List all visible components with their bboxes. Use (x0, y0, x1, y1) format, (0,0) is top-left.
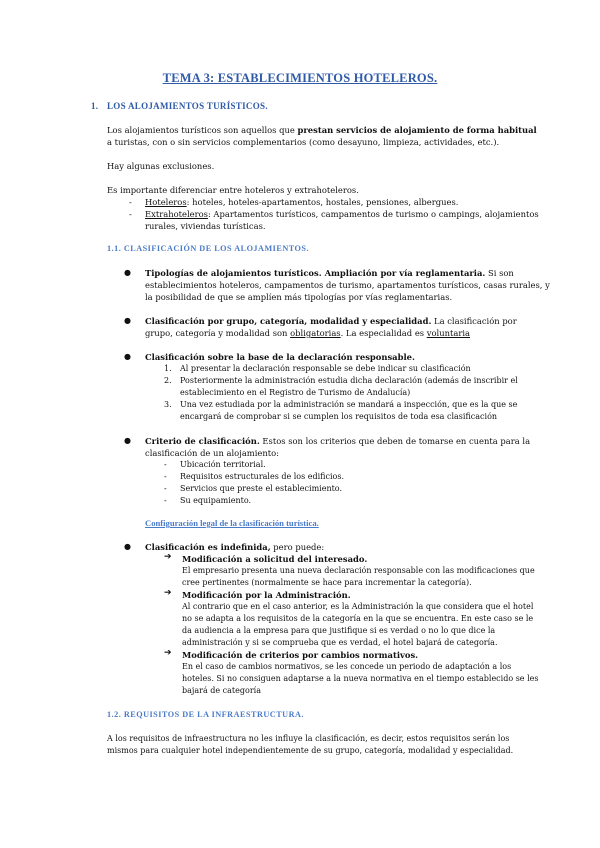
bullet-1-bold: Tipologías de alojamientos turísticos. Ampliación por vía reglamentaria. (145, 268, 486, 278)
section-1-2-heading: 1.2. REQUISITOS DE LA INFRAESTRUCTURA. (107, 710, 304, 719)
arrow-1-title: Modificación a solicitud del interesado. (182, 554, 368, 564)
dash: - (164, 472, 167, 481)
exclusions-text: Hay algunas exclusiones. (107, 161, 215, 171)
bullet-5-bold: Clasificación es indefinida, (145, 542, 271, 552)
bullet-4-line-1 (145, 435, 530, 447)
bullet-4-line-2: clasificación de un alojamiento: (145, 448, 280, 458)
extrahoteleros-term: Extrahoteleros (145, 209, 208, 219)
arrow-3-line-3: bajará de categoría (182, 686, 261, 695)
intro-bold-text: prestan servicios de alojamiento de forma habitual (297, 125, 537, 135)
bullet-3-bold: Clasificación sobre la base de la declaración responsable. (145, 352, 415, 362)
arrow-2-title: Modificación por la Administración. (182, 590, 351, 600)
numbered-item-text: encargará de comprobar si se cumplen los requisitos de toda esa clasificación (180, 412, 498, 421)
numbered-item-number: 2. (164, 376, 172, 385)
numbered-item-text: establecimiento en el Registro de Turismo de Andalucía) (180, 388, 411, 397)
bullet-5-rest: pero puede: (270, 542, 325, 552)
section-1-heading: LOS ALOJAMIENTOS TURÍSTICOS. (107, 101, 268, 111)
arrow-2-line-4: administración y si se comprueba que es verdad, el hotel bajará de categoría. (182, 638, 498, 647)
criteria-item: Su equipamiento. (180, 496, 252, 505)
arrow-right-icon: ➔ (164, 648, 172, 658)
numbered-item-number: 1. (164, 364, 172, 373)
bullet-icon: ● (124, 352, 131, 361)
bullet-1-line-3: la posibilidad de que se amplíen más tipologías por vías reglamentarias. (145, 292, 453, 302)
arrow-2-line-3: da audiencia a la empresa para que justifique si es verdad o no lo que dice la (182, 626, 496, 635)
bullet-4-bold: Criterio de clasificación. (145, 436, 260, 446)
bullet-icon: ● (124, 316, 131, 325)
obligatorias-text: obligatorias (290, 328, 341, 338)
intro-line-1 (107, 124, 537, 136)
section-1-1-heading: 1.1. CLASIFICACIÓN DE LOS ALOJAMIENTOS. (107, 244, 310, 253)
numbered-item-text: Una vez estudiada por la administración se mandará a inspección, que es la que se (180, 400, 518, 409)
bullet-1-rest: Si son (485, 268, 514, 278)
dash: - (164, 496, 167, 505)
bullet-2-line-2 (145, 327, 470, 339)
dash: - (129, 197, 132, 207)
arrow-2-line-1: Al contrario que en el caso anterior, es la Administración la que considera que el hotel (182, 602, 534, 611)
bullet-icon: ● (124, 268, 131, 277)
dash: - (164, 460, 167, 469)
config-legal-subheading: Configuración legal de la clasificación turística. (145, 518, 319, 528)
differentiate-text: Es importante diferenciar entre hoteleros y extrahoteleros. (107, 185, 359, 195)
section-1-number: 1. (91, 101, 99, 111)
intro-text: Los alojamientos turísticos son aquellos que (107, 125, 298, 135)
criteria-item: Requisitos estructurales de los edificios. (180, 472, 345, 481)
numbered-item-text: Al presentar la declaración responsable se debe indicar su clasificación (180, 364, 471, 373)
extrahoteleros-line-2: rurales, viviendas turísticas. (145, 221, 266, 231)
voluntaria-text: voluntaria (426, 328, 471, 338)
dash: - (129, 209, 132, 219)
criteria-item: Ubicación territorial. (180, 460, 266, 469)
bullet-2-text-a: grupo, categoría y modalidad son (145, 328, 291, 338)
arrow-2-line-2: no se adapta a los requisitos de la categoría en la que se encuentra. En este caso se le (182, 614, 534, 623)
bullet-2-line-1 (145, 315, 517, 327)
arrow-1-line-2: cree pertinentes (normalmente se hace para incrementar la categoría). (182, 578, 472, 587)
bullet-icon: ● (124, 542, 131, 551)
bullet-2-text-b: . La especialidad es (340, 328, 427, 338)
numbered-item-number: 3. (164, 400, 172, 409)
bullet-2-rest: La clasificación por (431, 316, 517, 326)
bullet-4-rest: Estos son los criterios que deben de tomarse en cuenta para la (259, 436, 531, 446)
page-title: TEMA 3: ESTABLECIMIENTOS HOTELEROS. (162, 71, 438, 85)
hoteleros-text: : hoteles, hoteles-apartamentos, hostales, pensiones, albergues. (186, 197, 459, 207)
criteria-item: Servicios que preste el establecimiento. (180, 484, 343, 493)
section-1-2-line-2: mismos para cualquier hotel independientemente de su grupo, categoría, modalidad y especialidad. (107, 746, 514, 755)
hoteleros-term: Hoteleros (145, 197, 187, 207)
intro-line-2: a turistas, con o sin servicios complementarios (como desayuno, limpieza, actividades, etc.). (107, 137, 500, 147)
extrahoteleros-line (145, 208, 539, 220)
arrow-3-title: Modificación de criterios por cambios normativos. (182, 650, 419, 660)
arrow-3-line-1: En el caso de cambios normativos, se les concede un periodo de adaptación a los (182, 662, 512, 671)
bullet-1-line-1 (145, 267, 514, 279)
extrahoteleros-text: : Apartamentos turísticos, campamentos de turismo o campings, alojamientos (207, 209, 539, 219)
numbered-item-text: Posteriormente la administración estudia dicha declaración (además de inscribir el (180, 376, 518, 385)
hoteleros-line (145, 196, 458, 208)
arrow-right-icon: ➔ (164, 588, 172, 598)
arrow-right-icon: ➔ (164, 552, 172, 562)
bullet-2-bold: Clasificación por grupo, categoría, modalidad y especialidad. (145, 316, 432, 326)
section-1-2-line-1: A los requisitos de infraestructura no les influye la clasificación, es decir, estos requisitos serán los (107, 734, 510, 743)
dash: - (164, 484, 167, 493)
arrow-1-line-1: El empresario presenta una nueva declaración responsable con las modificaciones que (182, 566, 535, 575)
arrow-3-line-2: hoteles. Si no consiguen adaptarse a la nueva normativa en el tiempo establecido se les (182, 674, 539, 683)
bullet-icon: ● (124, 436, 131, 445)
bullet-1-line-2: establecimientos hoteleros, campamentos de turismo, apartamentos turísticos, casas rurales, y (145, 280, 550, 290)
